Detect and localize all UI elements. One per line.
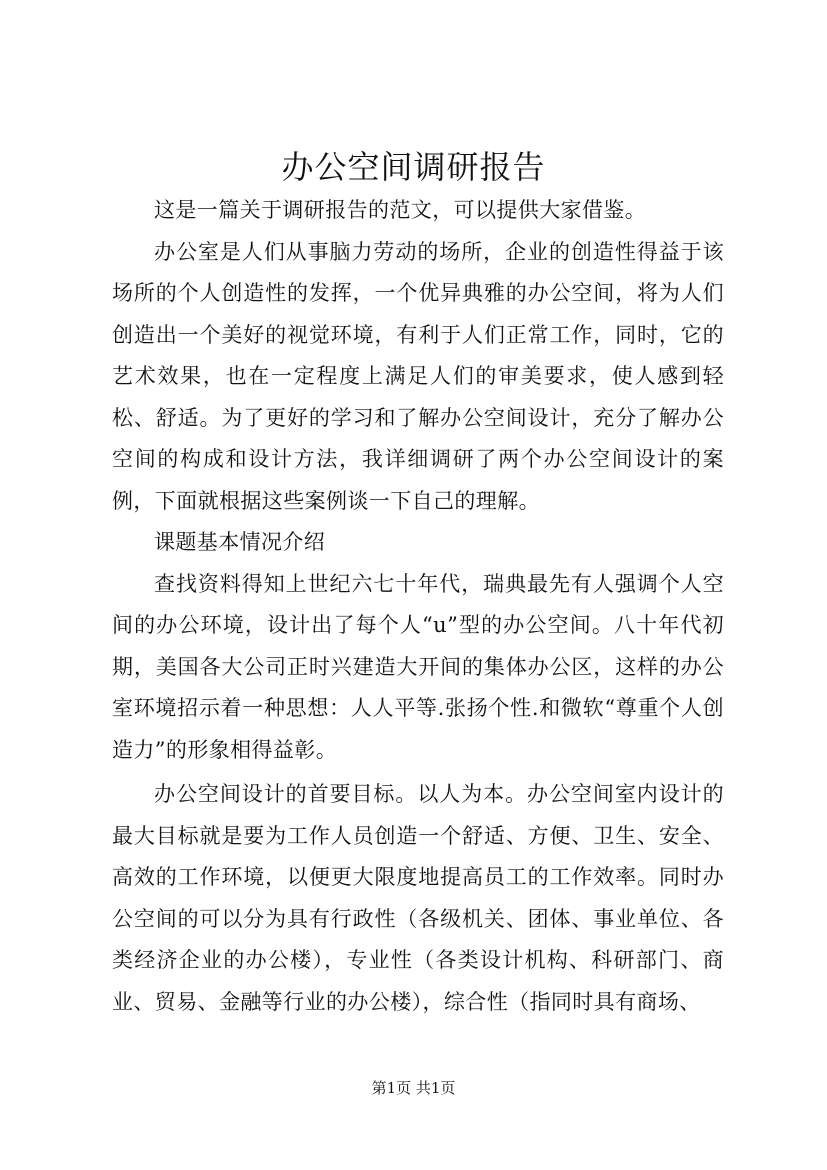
paragraph-office-overview: 办公室是人们从事脑力劳动的场所，企业的创造性得益于该场所的个人创造性的发挥，一个优异典雅的办公空间，将为人们创造出一个美好的视觉环境，有利于人们正常工作，同时，它的艺术效果，也在一定程度上满足人们的审美要求，使人感到轻松、舒适。为了更好的学习和了解办公空间设计，充分了解办公空间的构成和设计方法，我详细调研了两个办公空间设计的案例，下面就根据这些案例谈一下自己的理解。 bbox=[112, 239, 724, 513]
paragraph-intro: 这是一篇关于调研报告的范文，可以提供大家借鉴。 bbox=[154, 198, 647, 222]
document-title: 办公空间调研报告 bbox=[281, 148, 546, 186]
page-footer: 第1页 共1页 bbox=[371, 1079, 456, 1097]
document-body bbox=[112, 190, 724, 1023]
section-heading-basic-info: 课题基本情况介绍 bbox=[154, 530, 326, 554]
paragraph-design-goal: 办公空间设计的首要目标。以人为本。办公空间室内设计的最大目标就是要为工作人员创造一个舒适、方便、卫生、安全、高效的工作环境，以便更大限度地提高员工的工作效率。同时办公空间的可以分为具有行政性（各级机关、团体、事业单位、各类经济企业的办公楼），专业性（各类设计机构、科研部门、商业、贸易、金融等行业的办公楼），综合性（指同时具有商场、 bbox=[112, 782, 724, 1014]
paragraph-history: 查找资料得知上世纪六七十年代，瑞典最先有人强调个人空间的办公环境，设计出了每个人“u”型的办公空间。八十年代初期，美国各大公司正时兴建造大开间的集体办公区，这样的办公室环境招示着一种思想：人人平等.张扬个性.和微软“尊重个人创造力”的形象相得益彰。 bbox=[112, 571, 724, 762]
